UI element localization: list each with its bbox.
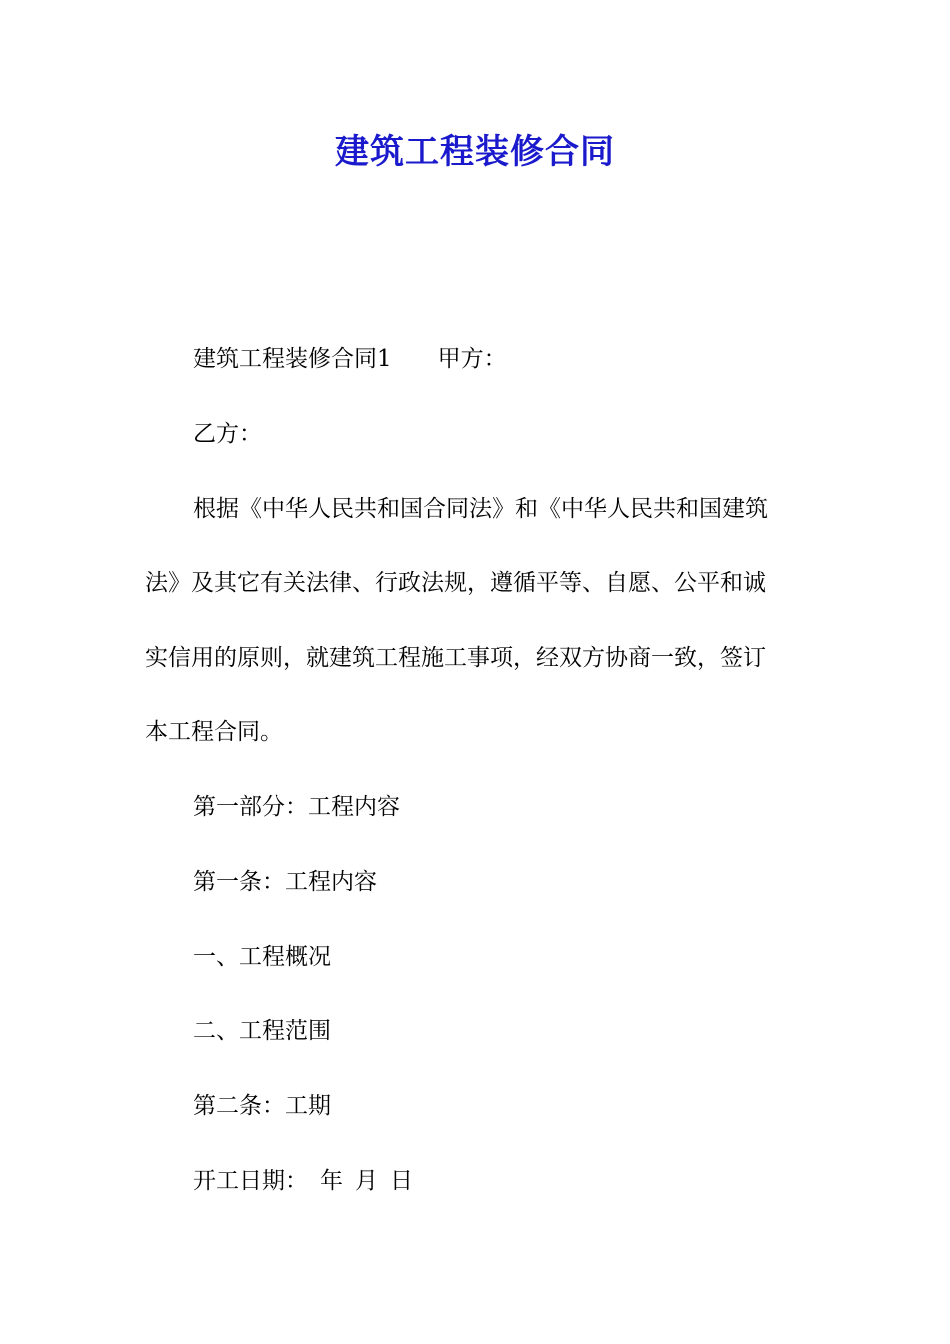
preamble-line-1: 根据《中华人民共和国合同法》和《中华人民共和国建筑 xyxy=(193,496,768,522)
preamble-line-2: 法》及其它有关法律、行政法规，遵循平等、自愿、公平和诚 xyxy=(145,570,766,596)
party-a-label: 甲方： xyxy=(437,346,507,372)
article-one-heading: 第一条：工程内容 xyxy=(193,869,377,895)
start-date-month: 月 xyxy=(355,1168,378,1194)
item-two: 二、工程范围 xyxy=(193,1018,331,1044)
document-title: 建筑工程装修合同 xyxy=(335,132,615,172)
heading-line xyxy=(193,343,507,375)
start-date-day: 日 xyxy=(390,1168,413,1194)
party-b-label: 乙方： xyxy=(193,421,262,447)
contract-name: 建筑工程装修合同1 xyxy=(193,346,392,372)
item-one: 一、工程概况 xyxy=(193,944,331,970)
preamble-line-4: 本工程合同。 xyxy=(145,719,283,745)
article-two-heading: 第二条：工期 xyxy=(193,1093,331,1119)
part-one-heading: 第一部分：工程内容 xyxy=(193,794,400,820)
preamble-line-3: 实信用的原则，就建筑工程施工事项，经双方协商一致，签订 xyxy=(145,645,766,671)
start-date-line xyxy=(193,1165,413,1197)
start-date-year: 年 xyxy=(320,1168,343,1194)
start-date-label: 开工日期： xyxy=(193,1168,308,1194)
